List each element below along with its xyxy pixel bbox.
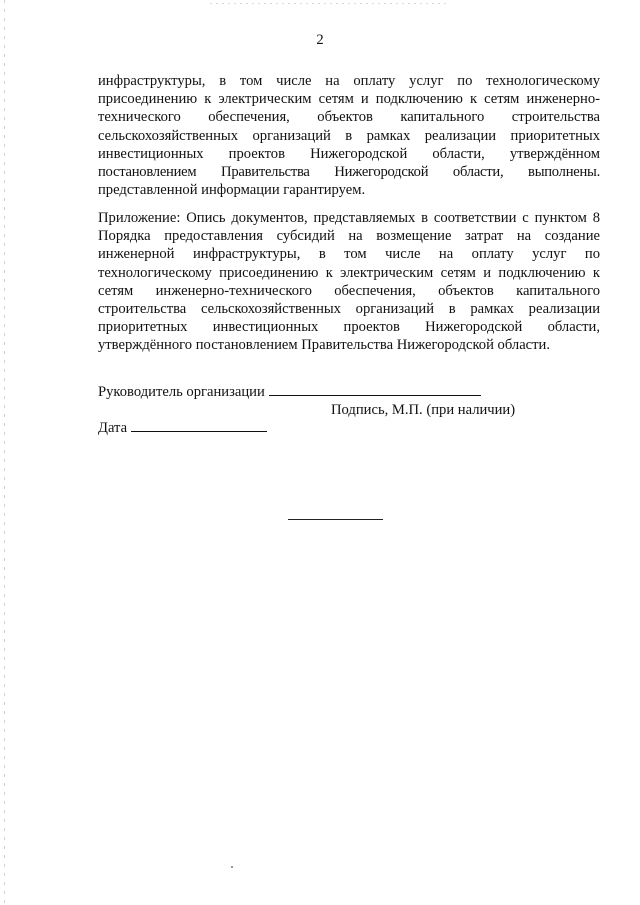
signature-label: Руководитель организации — [98, 384, 265, 400]
signature-row — [98, 383, 481, 401]
signature-caption: Подпись, М.П. (при наличии) — [331, 402, 516, 418]
date-label: Дата — [98, 420, 128, 436]
paragraph-line: постановлением Правительства Нижегородской области, выполнены. — [98, 163, 600, 180]
paragraph-line: сетям инженерно-технического обеспечения, объектов капитального — [98, 282, 600, 299]
paragraph-line: технического обеспечения, объектов капитального строительства — [98, 109, 600, 126]
paragraph-line: строительства сельскохозяйственных организаций в рамках реализации — [98, 300, 600, 317]
scan-left-edge — [4, 0, 5, 905]
paragraph-line: инфраструктуры, в том числе на оплату услуг по технологическому — [98, 73, 600, 89]
end-of-document-rule — [288, 519, 383, 520]
scan-top-edge — [210, 3, 450, 4]
paragraph-line: сельскохозяйственных организаций в рамках реализации приоритетных — [98, 127, 600, 144]
paragraph-line: представленной информации гарантируем. — [98, 182, 366, 199]
paragraph-line: Порядка предоставления субсидий на возмещение затрат на создание — [98, 228, 600, 245]
date-row — [98, 419, 267, 437]
attachment-paragraph — [98, 209, 600, 355]
paragraph-line: инженерной инфраструктуры, в том числе на оплату услуг по — [98, 246, 600, 263]
paragraph-line: присоединению к электрическим сетям и подключению к сетям инженерно- — [98, 91, 600, 108]
paragraph-line: Приложение: Опись документов, представляемых в соответствии с пунктом 8 — [98, 210, 600, 226]
paragraph-line: технологическому присоединению к электрическим сетям и подключению к — [98, 264, 600, 281]
paragraph-line: приоритетных инвестиционных проектов Нижегородской области, — [98, 319, 600, 336]
paragraph-line: утверждённого постановлением Правительства Нижегородской области. — [98, 337, 550, 354]
date-field[interactable] — [131, 419, 267, 432]
page-number: 2 — [316, 32, 324, 48]
paragraph-line: инвестиционных проектов Нижегородской области, утверждённом — [98, 145, 600, 162]
signature-field[interactable] — [269, 383, 481, 396]
main-paragraph — [98, 72, 600, 199]
scan-speck — [231, 866, 233, 868]
